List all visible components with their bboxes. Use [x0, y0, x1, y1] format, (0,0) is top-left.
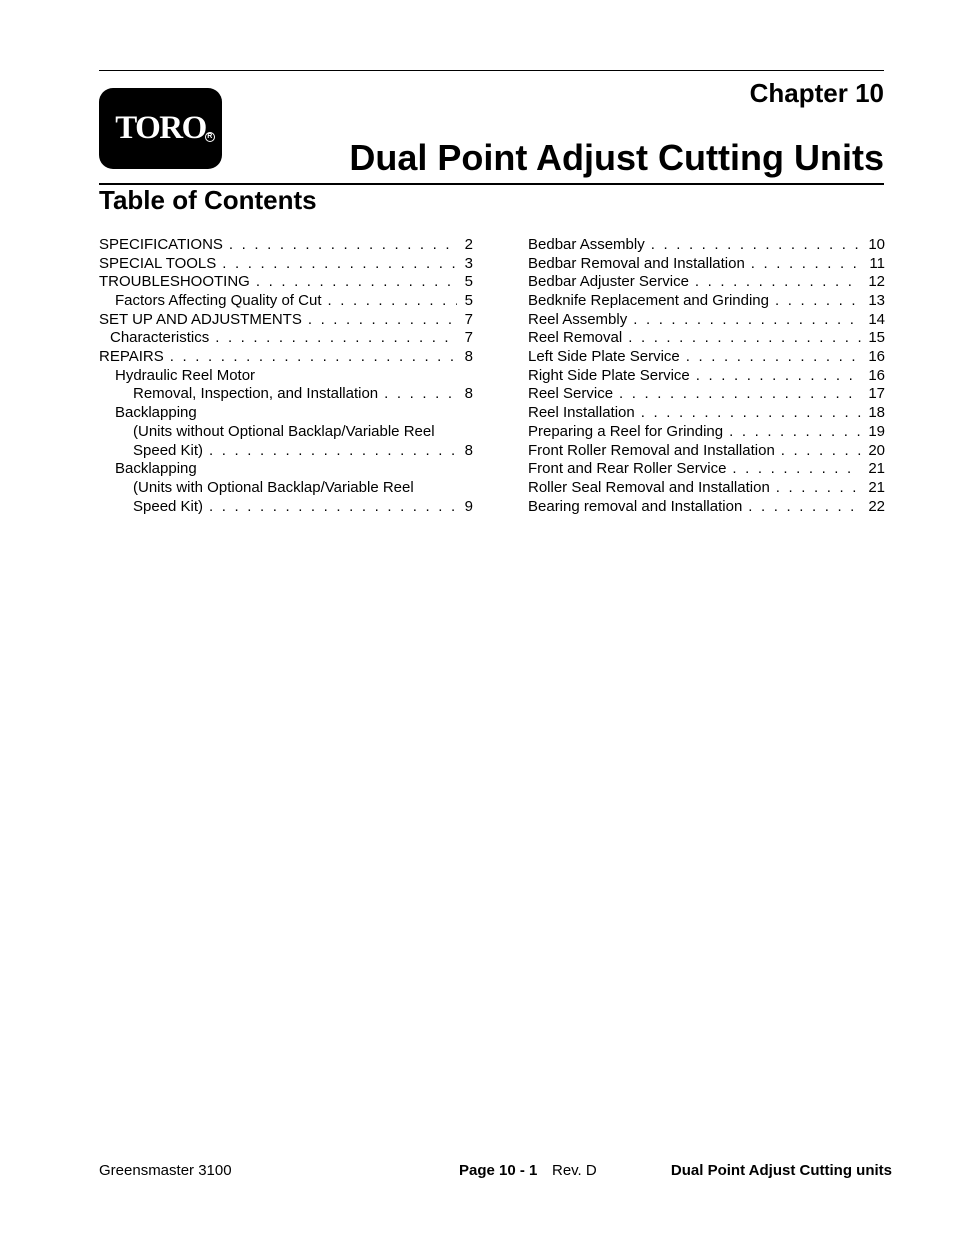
toc-entry[interactable]: [99, 236, 473, 255]
footer-page-number: Page 10 - 1: [459, 1162, 538, 1179]
toc-entry-label: Bedknife Replacement and Grinding: [528, 292, 769, 310]
toc-entry-page: 2: [464, 235, 473, 253]
leader-dots: [215, 329, 457, 348]
toc-entry[interactable]: [99, 292, 473, 311]
leader-dots: [170, 348, 457, 367]
toc-entry-page: 21: [868, 478, 885, 496]
toc-entry-page: 18: [868, 404, 885, 422]
toc-entry-label: Front and Rear Roller Service: [528, 460, 727, 478]
toc-left-column: [99, 236, 473, 516]
toc-entry-label: REPAIRS: [99, 348, 164, 366]
toc-entry[interactable]: [528, 460, 885, 479]
toc-entry[interactable]: [528, 479, 885, 498]
toc-entry-page: 10: [868, 235, 885, 253]
leader-dots: [628, 329, 861, 348]
toc-entry-label: SPECIFICATIONS: [99, 235, 223, 253]
leader-dots: [751, 255, 861, 274]
toc-entry[interactable]: [99, 329, 473, 348]
toc-entry[interactable]: [528, 329, 885, 348]
toc-entry[interactable]: [99, 386, 473, 405]
leader-dots: [222, 255, 457, 274]
toc-entry[interactable]: [528, 386, 885, 405]
toc-entry-label: Reel Service: [528, 385, 614, 403]
leader-dots: [781, 442, 861, 461]
toc-entry-page: 8: [464, 385, 473, 403]
toc-entry[interactable]: [528, 404, 885, 423]
toc-entry-label: Reel Installation: [528, 404, 635, 422]
registered-mark-icon: R: [205, 132, 215, 142]
leader-dots: [775, 292, 861, 311]
toc-entry[interactable]: [528, 255, 885, 274]
toc-entry-page: 16: [868, 366, 885, 384]
chapter-label: Chapter 10: [749, 78, 884, 108]
leader-dots: [327, 292, 457, 311]
toc-entry-page: 21: [868, 460, 885, 478]
toc-entry-page: 5: [464, 292, 473, 310]
leader-dots: [633, 311, 861, 330]
toc-entry-page: 20: [868, 441, 885, 459]
leader-dots: [229, 236, 457, 255]
toc-entry-page: 13: [868, 292, 885, 310]
toc-entry-page: 8: [464, 348, 473, 366]
toc-entry-page: 16: [868, 348, 885, 366]
toc-entry-page: 7: [464, 329, 473, 347]
toc-entry-label: Speed Kit): [133, 441, 204, 459]
toc-entry[interactable]: [99, 348, 473, 367]
footer-revision: Rev. D: [552, 1162, 597, 1179]
toc-entry-label: SET UP AND ADJUSTMENTS: [99, 310, 302, 328]
toc-subheading: Backlapping: [115, 460, 197, 478]
toc-entry[interactable]: [528, 442, 885, 461]
toc-heading: Table of Contents: [99, 185, 317, 215]
toc-entry-label: Bedbar Adjuster Service: [528, 273, 689, 291]
toc-entry-page: 15: [868, 329, 885, 347]
toc-entry[interactable]: [99, 273, 473, 292]
toc-entry[interactable]: [528, 311, 885, 330]
toc-entry-label: Speed Kit): [133, 497, 204, 515]
toc-entry[interactable]: [99, 255, 473, 274]
leader-dots: [748, 498, 861, 517]
toc-entry[interactable]: [528, 292, 885, 311]
toc-entry-label: Bearing removal and Installation: [528, 497, 743, 515]
leader-dots: [256, 273, 457, 292]
toc-subheading: (Units with Optional Backlap/Variable Reel: [133, 478, 414, 496]
leader-dots: [729, 423, 861, 442]
leader-dots: [619, 385, 861, 404]
toc-entry[interactable]: [99, 442, 473, 461]
toc-entry-page: 5: [464, 273, 473, 291]
toc-entry[interactable]: [99, 498, 473, 517]
footer-section-title: Dual Point Adjust Cutting units: [670, 1162, 892, 1179]
leader-dots: [695, 273, 861, 292]
toc-entry-page: 12: [868, 273, 885, 291]
toc-entry[interactable]: [528, 367, 885, 386]
toc-entry-label: Removal, Inspection, and Installation: [133, 385, 379, 403]
leader-dots: [696, 367, 861, 386]
toc-entry-label: Bedbar Removal and Installation: [528, 254, 745, 272]
toc-entry-page: 17: [868, 385, 885, 403]
leader-dots: [732, 460, 861, 479]
leader-dots: [776, 479, 861, 498]
toc-entry-label: Front Roller Removal and Installation: [528, 441, 775, 459]
leader-dots: [384, 385, 457, 404]
toc-entry-page: 22: [868, 497, 885, 515]
toc-entry-page: 14: [868, 310, 885, 328]
toc-entry-label: SPECIAL TOOLS: [99, 254, 217, 272]
toro-logo: [99, 88, 222, 169]
toc-entry[interactable]: [528, 498, 885, 517]
toc-entry-page: 7: [464, 310, 473, 328]
toc-right-column: [528, 236, 885, 516]
toc-entry-label: TROUBLESHOOTING: [99, 273, 250, 291]
toc-subheading: Hydraulic Reel Motor: [115, 366, 256, 384]
toc-entry-page: 11: [869, 254, 885, 272]
leader-dots: [209, 498, 457, 517]
toc-entry-page: 3: [464, 254, 473, 272]
toc-subheading: Backlapping: [115, 404, 197, 422]
leader-dots: [651, 236, 861, 255]
toc-entry-label: Left Side Plate Service: [528, 348, 680, 366]
toc-entry-label: Characteristics: [110, 329, 210, 347]
top-rule: [99, 70, 884, 71]
toc-entry[interactable]: [528, 236, 885, 255]
toc-entry-label: Bedbar Assembly: [528, 235, 645, 253]
toc-entry-label: Roller Seal Removal and Installation: [528, 478, 770, 496]
footer-model: Greensmaster 3100: [99, 1162, 232, 1179]
page-title: Dual Point Adjust Cutting Units: [349, 137, 884, 178]
leader-dots: [308, 311, 457, 330]
toc-entry-label: Preparing a Reel for Grinding: [528, 422, 724, 440]
toc-entry-label: Right Side Plate Service: [528, 366, 690, 384]
leader-dots: [641, 404, 861, 423]
toc-entry-page: 8: [464, 441, 473, 459]
logo-text: TORO R: [115, 110, 206, 147]
leader-dots: [209, 442, 457, 461]
toc-entry-label: Reel Removal: [528, 329, 623, 347]
toc-entry[interactable]: [528, 423, 885, 442]
toc-entry-label: Factors Affecting Quality of Cut: [115, 292, 322, 310]
toc-entry-page: 19: [868, 422, 885, 440]
toc-entry[interactable]: [528, 273, 885, 292]
toc-entry[interactable]: [528, 348, 885, 367]
leader-dots: [686, 348, 861, 367]
toc-entry-label: Reel Assembly: [528, 310, 628, 328]
toc-entry-page: 9: [464, 497, 473, 515]
toc-entry[interactable]: [99, 311, 473, 330]
toc-subheading: (Units without Optional Backlap/Variable Reel: [133, 422, 435, 440]
